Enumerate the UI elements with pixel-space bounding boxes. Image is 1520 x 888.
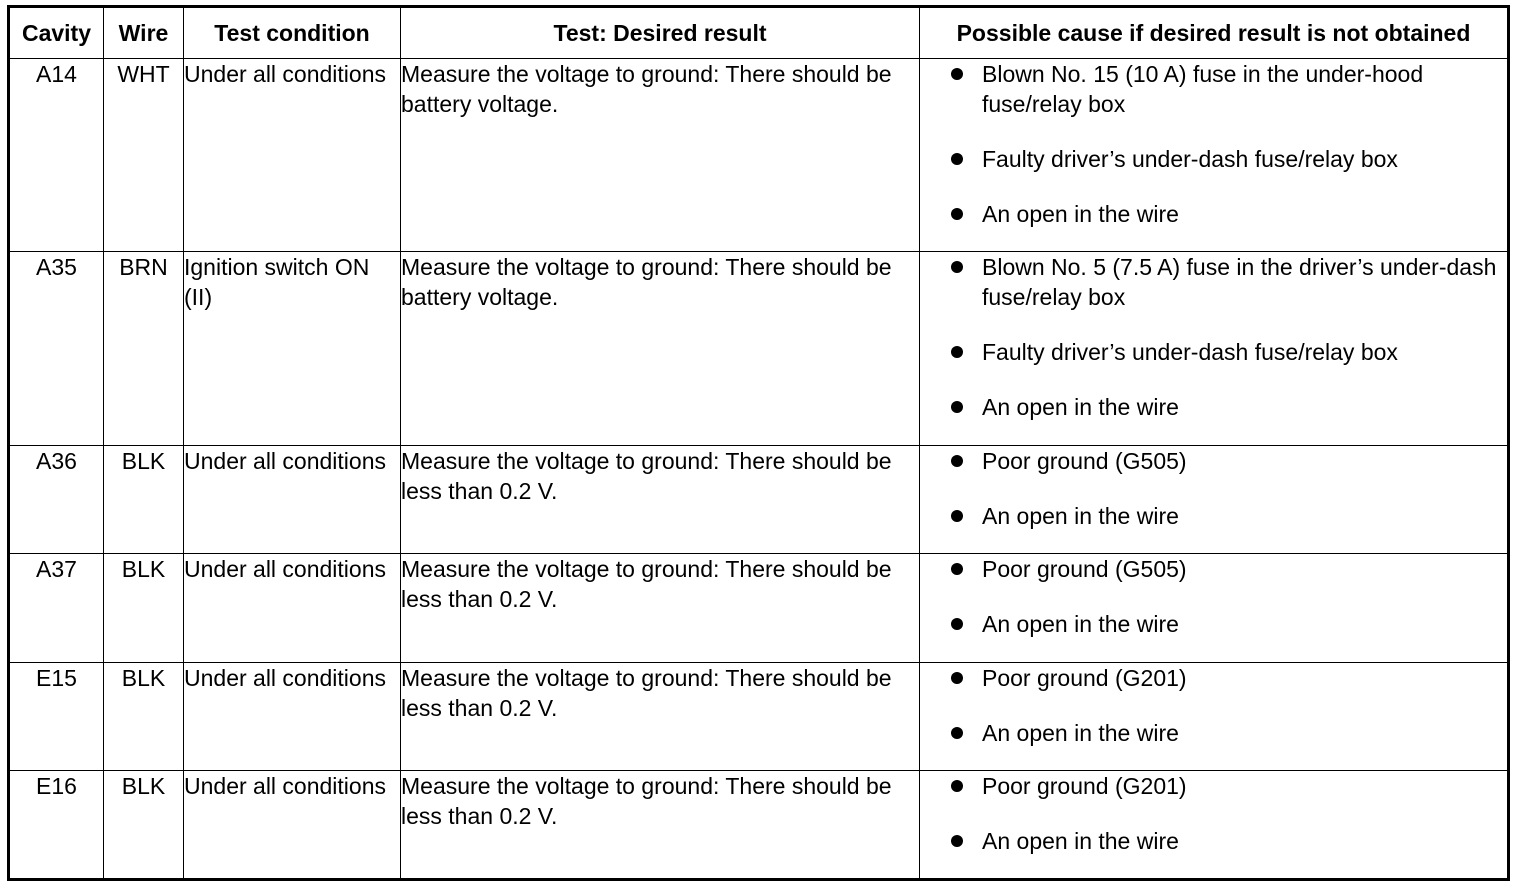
wire-cell: BLK <box>104 663 184 771</box>
bullet-icon <box>951 618 963 630</box>
possible-cause-cell <box>920 59 1509 252</box>
cavity-cell: E15 <box>9 663 104 771</box>
desired-result-cell: Measure the voltage to ground: There should be less than 0.2 V. <box>401 554 920 663</box>
bullet-icon <box>951 68 963 80</box>
cause-text: An open in the wire <box>982 720 1179 746</box>
bullet-icon <box>951 346 963 358</box>
bullet-icon <box>951 208 963 220</box>
cause-text: Poor ground (G505) <box>982 448 1187 474</box>
test-condition-cell: Under all conditions <box>184 59 401 252</box>
bullet-icon <box>951 153 963 165</box>
table-row <box>9 446 1509 554</box>
bullet-icon <box>951 835 963 847</box>
cause-text: Faulty driver’s under-dash fuse/relay box <box>982 339 1398 365</box>
desired-result-cell: Measure the voltage to ground: There should be battery voltage. <box>401 59 920 252</box>
cause-item <box>920 771 1507 801</box>
bullet-icon <box>951 563 963 575</box>
cause-item <box>920 59 1507 119</box>
test-condition-cell: Under all conditions <box>184 554 401 663</box>
cause-item <box>920 252 1507 312</box>
diagnostic-table <box>7 5 1510 881</box>
cause-text: Poor ground (G201) <box>982 773 1187 799</box>
bullet-icon <box>951 727 963 739</box>
table-row <box>9 252 1509 446</box>
cause-list <box>920 554 1507 639</box>
test-condition-cell: Under all conditions <box>184 446 401 554</box>
bullet-icon <box>951 672 963 684</box>
cause-text: An open in the wire <box>982 828 1179 854</box>
cause-item <box>920 826 1507 856</box>
header-wire: Wire <box>104 7 184 59</box>
wire-cell: WHT <box>104 59 184 252</box>
cause-text: Blown No. 15 (10 A) fuse in the under-hood fuse/relay box <box>982 61 1424 117</box>
test-condition-cell: Under all conditions <box>184 663 401 771</box>
possible-cause-cell <box>920 252 1509 446</box>
desired-result-cell: Measure the voltage to ground: There should be less than 0.2 V. <box>401 663 920 771</box>
cause-text: Blown No. 5 (7.5 A) fuse in the driver’s under-dash fuse/relay box <box>982 254 1497 310</box>
cause-list <box>920 59 1507 229</box>
header-possible-cause: Possible cause if desired result is not obtained <box>920 7 1509 59</box>
cause-text: An open in the wire <box>982 394 1179 420</box>
desired-result-cell: Measure the voltage to ground: There should be battery voltage. <box>401 252 920 446</box>
possible-cause-cell <box>920 663 1509 771</box>
cause-text: Faulty driver’s under-dash fuse/relay box <box>982 146 1398 172</box>
header-desired-result: Test: Desired result <box>401 7 920 59</box>
possible-cause-cell <box>920 554 1509 663</box>
cause-item <box>920 554 1507 584</box>
cause-text: An open in the wire <box>982 611 1179 637</box>
table-row <box>9 59 1509 252</box>
test-condition-cell: Under all conditions <box>184 771 401 880</box>
bullet-icon <box>951 510 963 522</box>
possible-cause-cell <box>920 446 1509 554</box>
cavity-cell: E16 <box>9 771 104 880</box>
cause-list <box>920 252 1507 422</box>
wire-cell: BLK <box>104 554 184 663</box>
cause-text: Poor ground (G201) <box>982 665 1187 691</box>
cause-text: Poor ground (G505) <box>982 556 1187 582</box>
cause-item <box>920 337 1507 367</box>
cause-item <box>920 392 1507 422</box>
cause-text: An open in the wire <box>982 503 1179 529</box>
wire-cell: BRN <box>104 252 184 446</box>
bullet-icon <box>951 261 963 273</box>
wire-cell: BLK <box>104 771 184 880</box>
header-row <box>9 7 1509 59</box>
cavity-cell: A35 <box>9 252 104 446</box>
desired-result-cell: Measure the voltage to ground: There should be less than 0.2 V. <box>401 771 920 880</box>
possible-cause-cell <box>920 771 1509 880</box>
cause-list <box>920 663 1507 748</box>
cause-item <box>920 501 1507 531</box>
bullet-icon <box>951 780 963 792</box>
table-row <box>9 771 1509 880</box>
cause-list <box>920 771 1507 856</box>
cause-list <box>920 446 1507 531</box>
table-row <box>9 554 1509 663</box>
header-test-condition: Test condition <box>184 7 401 59</box>
cause-item <box>920 446 1507 476</box>
bullet-icon <box>951 401 963 413</box>
cause-text: An open in the wire <box>982 201 1179 227</box>
wire-cell: BLK <box>104 446 184 554</box>
cause-item <box>920 663 1507 693</box>
header-cavity: Cavity <box>9 7 104 59</box>
cause-item <box>920 199 1507 229</box>
table-body <box>9 59 1509 880</box>
table-row <box>9 663 1509 771</box>
table-header <box>9 7 1509 59</box>
cause-item <box>920 609 1507 639</box>
cavity-cell: A14 <box>9 59 104 252</box>
cause-item <box>920 718 1507 748</box>
cause-item <box>920 144 1507 174</box>
desired-result-cell: Measure the voltage to ground: There should be less than 0.2 V. <box>401 446 920 554</box>
test-condition-cell: Ignition switch ON (II) <box>184 252 401 446</box>
cavity-cell: A36 <box>9 446 104 554</box>
bullet-icon <box>951 455 963 467</box>
cavity-cell: A37 <box>9 554 104 663</box>
